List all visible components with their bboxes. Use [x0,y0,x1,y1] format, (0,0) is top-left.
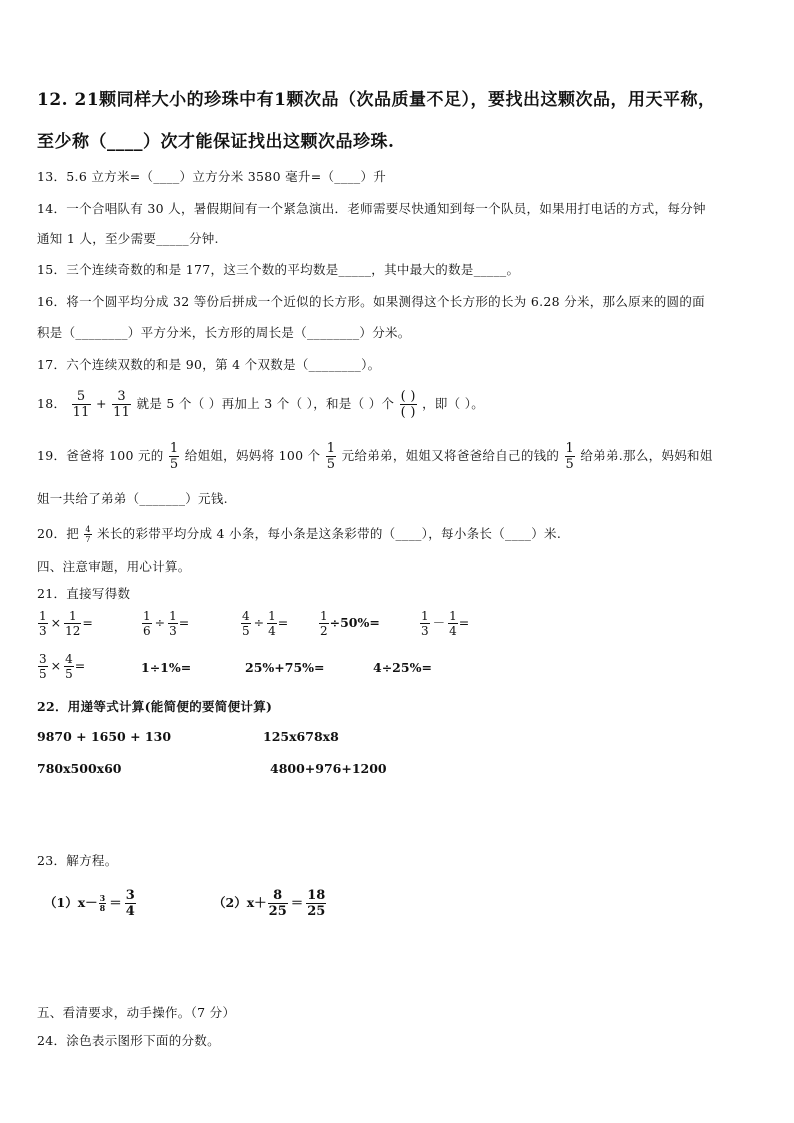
q19-text-b: 给姐姐，妈妈将 100 个 [184,448,321,463]
q20-f-den: 7 [85,535,91,544]
fraction: $\frac{18}{25}$ [307,888,326,919]
fraction: $\frac{1}{3}$ [421,609,429,638]
q22-item-2: 125x678x8 [263,729,339,744]
q21-expr-7: 1÷1%= [141,660,192,675]
q21-expr-3: $\frac{4}{5}$ ÷ $\frac{1}{4}$ = [242,609,289,638]
q19-line1 [37,441,713,472]
q19-text-d: 给弟弟.那么，妈妈和姐 [580,448,713,463]
q19-fc-num: 1 [565,441,575,456]
q16-line2: 积是（________）平方分米，长方形的周长是（________）分米。 [37,325,411,340]
q22-item-1: 9870 + 1650 + 130 [37,729,172,744]
q15-text: 15．三个连续奇数的和是 177，这三个数的平均数是_____，其中最大的数是_____。 [37,262,520,277]
q19-fa-num: 1 [169,441,179,456]
fraction: $\frac{1}{3}$ [39,609,47,638]
q18-line [37,389,484,420]
q21-expr-8: 25%+75%= [245,660,325,675]
q20-text-b: 米长的彩带平均分成 4 小条，每小条是这条彩带的（____），每小条长（____）米. [97,526,562,541]
fraction: $\frac{1}{3}$ [169,609,177,638]
q20-text-a: 20．把 [37,526,80,541]
q12-line2: 至少称（____）次才能保证找出这颗次品珍珠. [37,132,395,152]
section-5-title: 五、看清要求，动手操作。（7 分） [37,1005,236,1020]
fraction: $\frac{3}{4}$ [125,888,135,919]
q14-line1: 14．一个合唱队有 30 人，暑假期间有一个紧急演出．老师需要尽快通知到每一个队员，如果用打电话的方式，每分钟 [37,201,706,216]
q24-title: 24．涂色表示图形下面的分数。 [37,1033,220,1048]
q20-fraction [84,525,91,544]
q21-expr-6: $\frac{3}{5}$ × $\frac{4}{5}$ = [39,652,86,681]
q19-fraction-b [326,441,337,472]
q17-text: 17．六个连续双数的和是 90，第 4 个双数是（________）。 [37,357,381,372]
q19-text-c: 元给弟弟，姐姐又将爸爸给自己的钱的 [341,448,560,463]
q19-fraction-a [169,441,180,472]
q22-title: 22．用递等式计算(能简便的要简便计算) [37,699,273,714]
q18-plus: + [96,396,107,411]
q21-expr-2: $\frac{1}{6}$ ÷ $\frac{1}{3}$ = [143,609,190,638]
q18-suffix: ，即（ ）。 [422,396,485,411]
q19-text-a: 19．爸爸将 100 元的 [37,448,164,463]
q18-f1-den: 11 [72,405,90,420]
fraction: $\frac{3}{8}$ [99,893,106,913]
q21-expr-5: $\frac{1}{3}$ － $\frac{1}{4}$ = [421,609,470,638]
fraction: $\frac{1}{4}$ [268,609,276,638]
fraction: $\frac{4}{5}$ [242,609,250,638]
q19-fc-den: 5 [565,457,575,472]
q21-expr-4: $\frac{1}{2}$ ÷50%= [320,609,380,638]
q21-title: 21．直接写得数 [37,586,131,601]
q22-item-4: 4800+976+1200 [270,761,387,776]
q20-f-num: 4 [85,525,91,534]
q18-blank-den: ( ) [400,405,416,420]
q19-fb-num: 1 [326,441,336,456]
q18-fraction-2 [112,389,131,420]
q21-expr-9: 4÷25%= [373,660,432,675]
q18-fraction-1 [72,389,91,420]
q18-blank-num: ( ) [400,389,416,404]
q21-expr-1: $\frac{1}{3}$ × $\frac{1}{12}$ = [39,609,93,638]
q18-prefix: 18． [37,396,67,411]
fraction: $\frac{8}{25}$ [268,888,287,919]
q18-blank-fraction [400,389,417,420]
q14-line2: 通知 1 人，至少需要_____分钟. [37,231,219,246]
q18-middle-text: 就是 5 个（ ）再加上 3 个（ ），和是（ ）个 [136,396,395,411]
q19-fa-den: 5 [169,457,179,472]
fraction: $\frac{1}{12}$ [65,609,81,638]
q12-line1: 12. 21颗同样大小的珍珠中有1颗次品（次品质量不足），要找出这颗次品，用天平称， [37,90,716,110]
q22-item-3: 780x500x60 [37,761,122,776]
fraction: $\frac{3}{5}$ [39,652,47,681]
q19-line2: 姐一共给了弟弟（_______）元钱. [37,491,228,506]
fraction: $\frac{1}{2}$ [320,609,328,638]
fraction: $\frac{1}{4}$ [449,609,457,638]
q16-line1: 16．将一个圆平均分成 32 等份后拼成一个近似的长方形。如果测得这个长方形的长为 6.28 分米，那么原来的圆的面 [37,294,705,309]
section-4-title: 四、注意审题，用心计算。 [37,559,191,574]
q23-equation-1: （1）x－ $\frac{3}{8}$ ＝ $\frac{3}{4}$ [44,888,135,919]
q23-equation-2: （2）x＋ $\frac{8}{25}$ ＝ $\frac{18}{25}$ [213,888,326,919]
q20-line [37,524,561,544]
fraction: $\frac{1}{6}$ [143,609,151,638]
fraction: $\frac{4}{5}$ [65,652,73,681]
q13-text: 13．5.6 立方米=（____）立方分米 3580 毫升=（____）升 [37,169,387,184]
q18-f2-num: 3 [117,389,126,404]
q18-f2-den: 11 [113,405,131,420]
q23-title: 23．解方程。 [37,853,118,868]
q19-fraction-c [565,441,576,472]
q19-fb-den: 5 [326,457,336,472]
q18-f1-num: 5 [76,389,86,404]
